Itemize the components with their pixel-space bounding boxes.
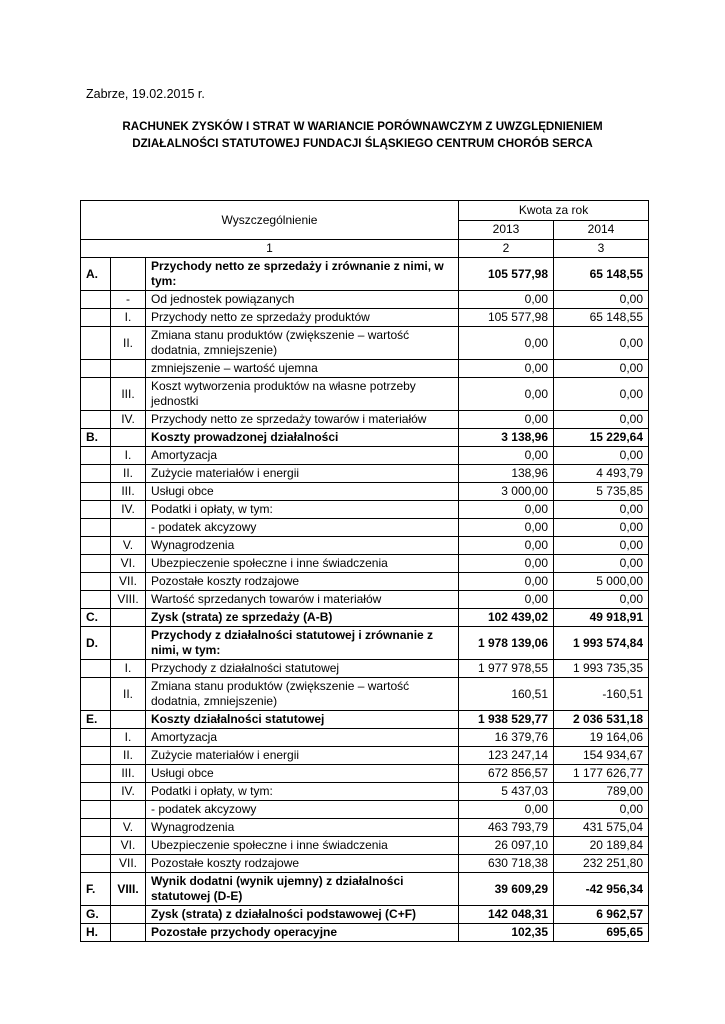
row-label: Amortyzacja bbox=[146, 729, 459, 747]
row-section-letter bbox=[81, 678, 111, 711]
table-row bbox=[81, 660, 649, 678]
row-item-number bbox=[111, 519, 146, 537]
row-value-2013: 0,00 bbox=[459, 447, 554, 465]
row-section-letter bbox=[81, 855, 111, 873]
row-label: - podatek akcyzowy bbox=[146, 801, 459, 819]
row-value-2014: -160,51 bbox=[554, 678, 649, 711]
row-item-number: III. bbox=[111, 765, 146, 783]
row-value-2014: 5 000,00 bbox=[554, 573, 649, 591]
table-row bbox=[81, 429, 649, 447]
row-item-number: I. bbox=[111, 447, 146, 465]
row-value-2013: 0,00 bbox=[459, 555, 554, 573]
row-label: Przychody netto ze sprzedaży towarów i materiałów bbox=[146, 411, 459, 429]
row-section-letter bbox=[81, 537, 111, 555]
row-value-2014: 19 164,06 bbox=[554, 729, 649, 747]
title-line-1: RACHUNEK ZYSKÓW I STRAT W WARIANCIE PORÓWNAWCZYM Z UWZGLĘDNIENIEM bbox=[122, 120, 603, 133]
table-row bbox=[81, 765, 649, 783]
document-date: Zabrze, 19.02.2015 r. bbox=[86, 87, 205, 101]
row-item-number: II. bbox=[111, 465, 146, 483]
row-section-letter bbox=[81, 501, 111, 519]
row-section-letter bbox=[81, 327, 111, 360]
column-number-1: 1 bbox=[81, 240, 459, 258]
row-item-number: II. bbox=[111, 678, 146, 711]
row-value-2013: 39 609,29 bbox=[459, 873, 554, 906]
year-2014-header: 2014 bbox=[554, 220, 649, 240]
row-label: Przychody z działalności statutowej i zrównanie z nimi, w tym: bbox=[146, 627, 459, 660]
row-value-2013: 0,00 bbox=[459, 411, 554, 429]
document-title bbox=[60, 118, 665, 152]
row-section-letter: C. bbox=[81, 609, 111, 627]
row-value-2013: 0,00 bbox=[459, 591, 554, 609]
table-row bbox=[81, 465, 649, 483]
row-label: Koszty działalności statutowej bbox=[146, 711, 459, 729]
row-value-2014: 0,00 bbox=[554, 360, 649, 378]
row-value-2014: 789,00 bbox=[554, 783, 649, 801]
table-row bbox=[81, 609, 649, 627]
table-row bbox=[81, 519, 649, 537]
row-value-2013: 463 793,79 bbox=[459, 819, 554, 837]
row-section-letter: G. bbox=[81, 906, 111, 924]
row-label: Amortyzacja bbox=[146, 447, 459, 465]
row-item-number: III. bbox=[111, 483, 146, 501]
row-value-2013: 16 379,76 bbox=[459, 729, 554, 747]
row-item-number: I. bbox=[111, 660, 146, 678]
table-row bbox=[81, 537, 649, 555]
row-value-2014: 0,00 bbox=[554, 501, 649, 519]
row-item-number: - bbox=[111, 291, 146, 309]
row-label: Pozostałe przychody operacyjne bbox=[146, 924, 459, 942]
row-value-2013: 0,00 bbox=[459, 378, 554, 411]
row-section-letter bbox=[81, 573, 111, 591]
row-label: Wynik dodatni (wynik ujemny) z działalności statutowej (D-E) bbox=[146, 873, 459, 906]
table-row bbox=[81, 711, 649, 729]
row-section-letter bbox=[81, 378, 111, 411]
row-item-number bbox=[111, 711, 146, 729]
row-item-number: IV. bbox=[111, 501, 146, 519]
table-row bbox=[81, 258, 649, 291]
row-value-2014: 232 251,80 bbox=[554, 855, 649, 873]
row-value-2014: -42 956,34 bbox=[554, 873, 649, 906]
row-value-2014: 2 036 531,18 bbox=[554, 711, 649, 729]
table-row bbox=[81, 591, 649, 609]
table-row bbox=[81, 801, 649, 819]
table-row bbox=[81, 501, 649, 519]
row-value-2013: 105 577,98 bbox=[459, 258, 554, 291]
row-section-letter bbox=[81, 555, 111, 573]
row-item-number: VIII. bbox=[111, 873, 146, 906]
row-value-2013: 5 437,03 bbox=[459, 783, 554, 801]
row-label: Zużycie materiałów i energii bbox=[146, 747, 459, 765]
row-value-2014: 0,00 bbox=[554, 291, 649, 309]
table-row bbox=[81, 747, 649, 765]
row-value-2013: 0,00 bbox=[459, 327, 554, 360]
table-row bbox=[81, 627, 649, 660]
row-section-letter bbox=[81, 447, 111, 465]
row-label: Ubezpieczenie społeczne i inne świadczenia bbox=[146, 837, 459, 855]
row-label: Zysk (strata) ze sprzedaży (A-B) bbox=[146, 609, 459, 627]
row-section-letter bbox=[81, 465, 111, 483]
row-item-number: I. bbox=[111, 729, 146, 747]
row-section-letter bbox=[81, 765, 111, 783]
row-section-letter bbox=[81, 309, 111, 327]
row-value-2014: 0,00 bbox=[554, 327, 649, 360]
row-value-2013: 0,00 bbox=[459, 537, 554, 555]
row-value-2014: 65 148,55 bbox=[554, 258, 649, 291]
row-section-letter bbox=[81, 519, 111, 537]
table-row bbox=[81, 819, 649, 837]
row-label: Podatki i opłaty, w tym: bbox=[146, 783, 459, 801]
row-section-letter bbox=[81, 360, 111, 378]
row-value-2013: 0,00 bbox=[459, 573, 554, 591]
table-row bbox=[81, 729, 649, 747]
table-row bbox=[81, 378, 649, 411]
row-value-2013: 1 938 529,77 bbox=[459, 711, 554, 729]
row-item-number bbox=[111, 924, 146, 942]
profit-loss-table bbox=[80, 200, 649, 942]
table-row bbox=[81, 873, 649, 906]
year-2013-header: 2013 bbox=[459, 220, 554, 240]
row-value-2014: 154 934,67 bbox=[554, 747, 649, 765]
row-label: - podatek akcyzowy bbox=[146, 519, 459, 537]
table-row bbox=[81, 906, 649, 924]
row-value-2013: 0,00 bbox=[459, 519, 554, 537]
row-item-number bbox=[111, 429, 146, 447]
row-item-number: II. bbox=[111, 327, 146, 360]
row-section-letter: E. bbox=[81, 711, 111, 729]
row-section-letter bbox=[81, 660, 111, 678]
row-item-number: VI. bbox=[111, 555, 146, 573]
row-section-letter bbox=[81, 483, 111, 501]
row-section-letter bbox=[81, 291, 111, 309]
row-item-number bbox=[111, 609, 146, 627]
row-section-letter bbox=[81, 411, 111, 429]
row-value-2014: 15 229,64 bbox=[554, 429, 649, 447]
row-item-number: V. bbox=[111, 819, 146, 837]
row-item-number: II. bbox=[111, 747, 146, 765]
row-label: Podatki i opłaty, w tym: bbox=[146, 501, 459, 519]
row-item-number: VII. bbox=[111, 855, 146, 873]
row-item-number bbox=[111, 627, 146, 660]
row-label: zmniejszenie – wartość ujemna bbox=[146, 360, 459, 378]
row-section-letter: A. bbox=[81, 258, 111, 291]
row-label: Pozostałe koszty rodzajowe bbox=[146, 573, 459, 591]
row-label: Wynagrodzenia bbox=[146, 537, 459, 555]
row-item-number: I. bbox=[111, 309, 146, 327]
row-value-2013: 102,35 bbox=[459, 924, 554, 942]
row-section-letter bbox=[81, 747, 111, 765]
row-label: Przychody netto ze sprzedaży i zrównanie z nimi, w tym: bbox=[146, 258, 459, 291]
row-value-2014: 0,00 bbox=[554, 801, 649, 819]
row-value-2013: 630 718,38 bbox=[459, 855, 554, 873]
row-value-2013: 3 138,96 bbox=[459, 429, 554, 447]
row-item-number bbox=[111, 906, 146, 924]
row-label: Koszty prowadzonej działalności bbox=[146, 429, 459, 447]
row-section-letter: D. bbox=[81, 627, 111, 660]
row-item-number bbox=[111, 801, 146, 819]
row-label: Usługi obce bbox=[146, 483, 459, 501]
row-label: Przychody z działalności statutowej bbox=[146, 660, 459, 678]
row-value-2014: 695,65 bbox=[554, 924, 649, 942]
table-row bbox=[81, 924, 649, 942]
row-value-2013: 123 247,14 bbox=[459, 747, 554, 765]
row-value-2013: 1 978 139,06 bbox=[459, 627, 554, 660]
row-value-2014: 0,00 bbox=[554, 447, 649, 465]
row-label: Od jednostek powiązanych bbox=[146, 291, 459, 309]
row-label: Wartość sprzedanych towarów i materiałów bbox=[146, 591, 459, 609]
table-row bbox=[81, 411, 649, 429]
row-label: Pozostałe koszty rodzajowe bbox=[146, 855, 459, 873]
row-value-2014: 5 735,85 bbox=[554, 483, 649, 501]
table-row bbox=[81, 360, 649, 378]
row-value-2014: 1 993 735,35 bbox=[554, 660, 649, 678]
row-section-letter: B. bbox=[81, 429, 111, 447]
title-line-2: DZIAŁALNOŚCI STATUTOWEJ FUNDACJI ŚLĄSKIEGO CENTRUM CHORÓB SERCA bbox=[132, 137, 593, 150]
row-item-number: IV. bbox=[111, 783, 146, 801]
row-item-number: III. bbox=[111, 378, 146, 411]
table-row bbox=[81, 783, 649, 801]
table-body bbox=[81, 258, 649, 942]
row-value-2013: 160,51 bbox=[459, 678, 554, 711]
row-value-2014: 20 189,84 bbox=[554, 837, 649, 855]
row-value-2014: 1 177 626,77 bbox=[554, 765, 649, 783]
table-row bbox=[81, 309, 649, 327]
row-value-2014: 431 575,04 bbox=[554, 819, 649, 837]
row-value-2013: 102 439,02 bbox=[459, 609, 554, 627]
row-value-2014: 0,00 bbox=[554, 591, 649, 609]
table-header-row bbox=[81, 201, 649, 221]
row-label: Zmiana stanu produktów (zwiększenie – wartość dodatnia, zmniejszenie) bbox=[146, 327, 459, 360]
row-value-2013: 3 000,00 bbox=[459, 483, 554, 501]
row-value-2013: 105 577,98 bbox=[459, 309, 554, 327]
row-value-2013: 0,00 bbox=[459, 360, 554, 378]
row-value-2013: 0,00 bbox=[459, 501, 554, 519]
row-item-number bbox=[111, 258, 146, 291]
column-number-row bbox=[81, 240, 649, 258]
row-label: Zmiana stanu produktów (zwiększenie – wartość dodatnia, zmniejszenie) bbox=[146, 678, 459, 711]
row-value-2013: 0,00 bbox=[459, 801, 554, 819]
row-item-number: VII. bbox=[111, 573, 146, 591]
amount-column-header: Kwota za rok bbox=[459, 201, 649, 221]
row-value-2014: 0,00 bbox=[554, 411, 649, 429]
row-section-letter bbox=[81, 729, 111, 747]
table-row bbox=[81, 447, 649, 465]
row-value-2014: 1 993 574,84 bbox=[554, 627, 649, 660]
row-item-number: VIII. bbox=[111, 591, 146, 609]
row-item-number bbox=[111, 360, 146, 378]
row-value-2014: 4 493,79 bbox=[554, 465, 649, 483]
row-label: Wynagrodzenia bbox=[146, 819, 459, 837]
description-column-header: Wyszczególnienie bbox=[81, 201, 459, 240]
row-value-2013: 26 097,10 bbox=[459, 837, 554, 855]
table-row bbox=[81, 327, 649, 360]
row-section-letter: H. bbox=[81, 924, 111, 942]
row-section-letter: F. bbox=[81, 873, 111, 906]
row-value-2014: 0,00 bbox=[554, 537, 649, 555]
row-value-2013: 138,96 bbox=[459, 465, 554, 483]
table-row bbox=[81, 291, 649, 309]
row-value-2013: 672 856,57 bbox=[459, 765, 554, 783]
row-value-2014: 6 962,57 bbox=[554, 906, 649, 924]
row-item-number: IV. bbox=[111, 411, 146, 429]
row-value-2013: 142 048,31 bbox=[459, 906, 554, 924]
row-label: Przychody netto ze sprzedaży produktów bbox=[146, 309, 459, 327]
column-number-2: 2 bbox=[459, 240, 554, 258]
row-label: Usługi obce bbox=[146, 765, 459, 783]
row-label: Zużycie materiałów i energii bbox=[146, 465, 459, 483]
row-value-2013: 0,00 bbox=[459, 291, 554, 309]
row-value-2014: 49 918,91 bbox=[554, 609, 649, 627]
row-item-number: VI. bbox=[111, 837, 146, 855]
row-section-letter bbox=[81, 591, 111, 609]
table-row bbox=[81, 678, 649, 711]
row-value-2014: 0,00 bbox=[554, 378, 649, 411]
table-row bbox=[81, 483, 649, 501]
table-row bbox=[81, 837, 649, 855]
row-label: Koszt wytworzenia produktów na własne potrzeby jednostki bbox=[146, 378, 459, 411]
table-row bbox=[81, 573, 649, 591]
table-row bbox=[81, 555, 649, 573]
row-item-number: V. bbox=[111, 537, 146, 555]
row-section-letter bbox=[81, 819, 111, 837]
row-value-2014: 65 148,55 bbox=[554, 309, 649, 327]
column-number-3: 3 bbox=[554, 240, 649, 258]
row-label: Ubezpieczenie społeczne i inne świadczenia bbox=[146, 555, 459, 573]
row-value-2014: 0,00 bbox=[554, 555, 649, 573]
row-value-2013: 1 977 978,55 bbox=[459, 660, 554, 678]
row-value-2014: 0,00 bbox=[554, 519, 649, 537]
row-section-letter bbox=[81, 783, 111, 801]
row-section-letter bbox=[81, 801, 111, 819]
table-row bbox=[81, 855, 649, 873]
row-section-letter bbox=[81, 837, 111, 855]
row-label: Zysk (strata) z działalności podstawowej (C+F) bbox=[146, 906, 459, 924]
